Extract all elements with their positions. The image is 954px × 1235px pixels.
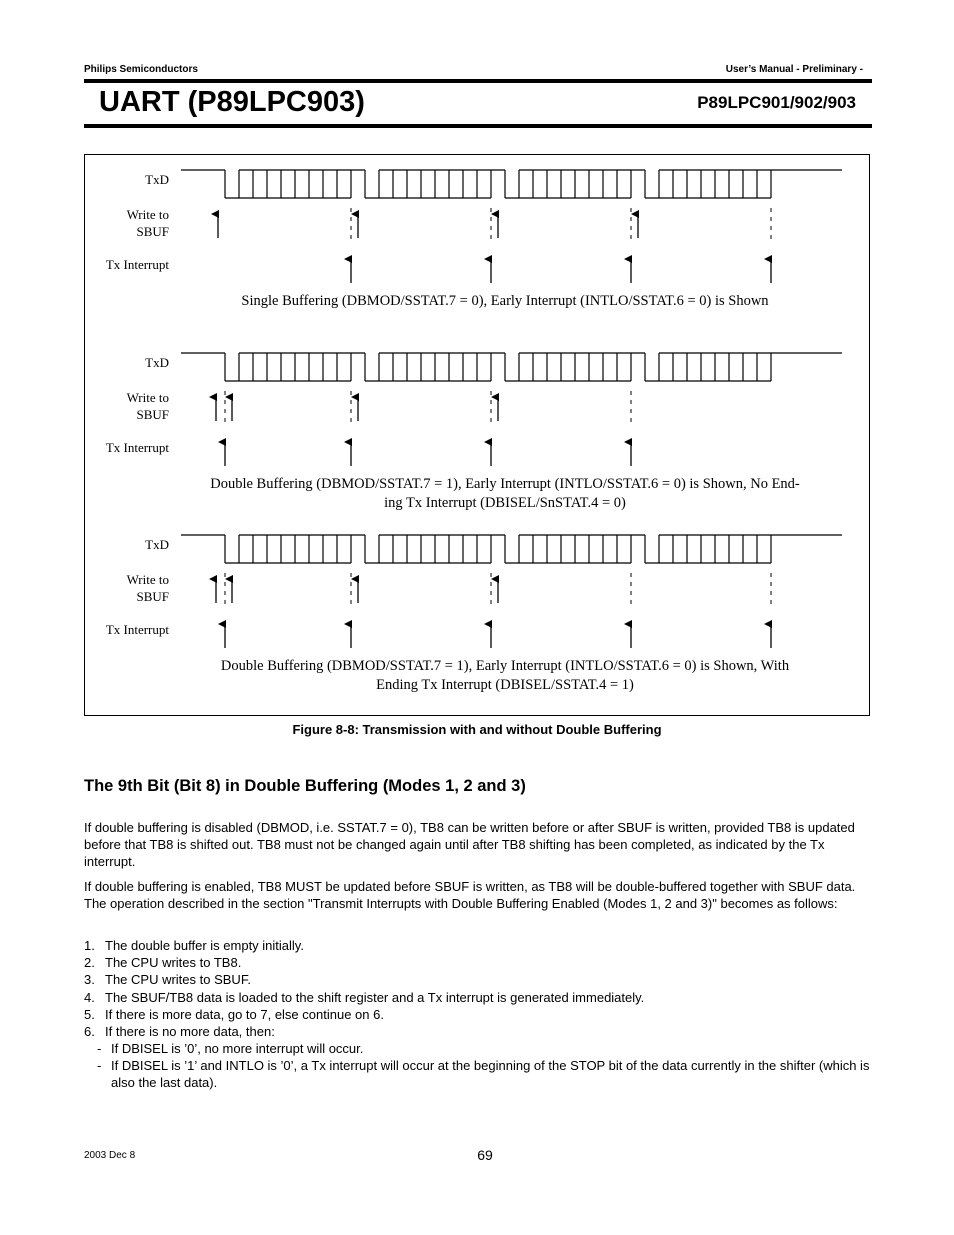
panel-3 xyxy=(106,535,842,693)
list-item: 3. The CPU writes to SBUF. xyxy=(84,972,251,988)
paragraph-single-buffer: If double buffering is disabled (DBMOD, i.e. SSTAT.7 = 0), TB8 can be written before or after SBUF is written, provided TB8 is updated before that TB8 is shifted out. TB8 must not be changed again until after TB8 shifting has been completed, as indicated by the Tx interrupt. xyxy=(84,820,855,869)
list-item: 6. If there is no more data, then: xyxy=(84,1024,275,1040)
list-item: - If DBISEL is ’0’, no more interrupt will occur. xyxy=(97,1041,364,1056)
write-markers xyxy=(216,391,631,427)
footer-date: 2003 Dec 8 xyxy=(84,1150,136,1161)
write-label-line1: Write to xyxy=(126,207,169,222)
list-item: 2. The CPU writes to TB8. xyxy=(84,955,242,971)
manual-status: User’s Manual - Preliminary - xyxy=(725,64,863,75)
page-number: 69 xyxy=(477,1147,493,1163)
txd-frame xyxy=(225,535,365,563)
section-heading: The 9th Bit (Bit 8) in Double Buffering (Modes 1, 2 and 3) xyxy=(84,777,526,795)
company-name: Philips Semiconductors xyxy=(84,64,198,75)
part-numbers: P89LPC901/902/903 xyxy=(697,93,856,112)
timing-diagram xyxy=(85,155,869,715)
figure-caption: Figure 8-8: Transmission with and without Double Buffering xyxy=(292,722,662,737)
panel-2-caption-line-1: Double Buffering (DBMOD/SSTAT.7 = 1), Early Interrupt (INTLO/SSTAT.6 = 0) is Shown, No End- xyxy=(210,476,800,492)
header-rule-bottom xyxy=(84,124,872,128)
txd-frame xyxy=(365,170,505,198)
txd-frame xyxy=(505,535,645,563)
interrupt-markers xyxy=(225,624,771,648)
txd-label: TxD xyxy=(145,355,169,370)
list-item: 4. The SBUF/TB8 data is loaded to the shift register and a Tx interrupt is generated immediately. xyxy=(84,989,645,1005)
txd-frame xyxy=(505,170,645,198)
operation-substeps xyxy=(97,1040,872,1092)
txd-waveform xyxy=(181,170,842,198)
panel-2-caption-line-2: ing Tx Interrupt (DBISEL/SnSTAT.4 = 0) xyxy=(384,495,626,511)
operation-steps xyxy=(84,937,874,1040)
write-label-line1: Write to xyxy=(126,572,169,587)
interrupt-label: Tx Interrupt xyxy=(105,257,169,272)
header-rule-top xyxy=(84,79,872,83)
txd-frame xyxy=(365,353,505,381)
write-label-line2: SBUF xyxy=(136,407,169,422)
panel-2 xyxy=(106,353,842,511)
timing-figure xyxy=(84,154,870,716)
panel-1 xyxy=(106,170,842,309)
write-label-line2: SBUF xyxy=(136,589,169,604)
write-label-line2: SBUF xyxy=(136,224,169,239)
interrupt-markers xyxy=(351,259,771,283)
paragraph-double-buffer: If double buffering is enabled, TB8 MUST be updated before SBUF is written, as TB8 will be double-buffered together with SBUF data. The operation described in the section "Transmit Interrupts with Double Buffering Enabled (Modes 1, 2 and 3)" becomes as follows: xyxy=(84,879,856,911)
interrupt-markers xyxy=(225,442,631,466)
txd-label: TxD xyxy=(145,172,169,187)
txd-frame xyxy=(645,353,842,381)
txd-frame xyxy=(225,353,365,381)
interrupt-label: Tx Interrupt xyxy=(105,440,169,455)
txd-waveform xyxy=(181,535,842,563)
list-item: 1. The double buffer is empty initially. xyxy=(84,938,304,953)
txd-frame xyxy=(505,353,645,381)
interrupt-label: Tx Interrupt xyxy=(105,622,169,637)
txd-frame xyxy=(645,170,842,198)
txd-label: TxD xyxy=(145,537,169,552)
write-markers xyxy=(216,573,771,609)
panel-1-caption-line-1: Single Buffering (DBMOD/SSTAT.7 = 0), Early Interrupt (INTLO/SSTAT.6 = 0) is Shown xyxy=(241,293,769,309)
txd-waveform xyxy=(181,353,842,381)
write-label-line1: Write to xyxy=(126,390,169,405)
panel-3-caption-line-1: Double Buffering (DBMOD/SSTAT.7 = 1), Early Interrupt (INTLO/SSTAT.6 = 0) is Shown, With xyxy=(220,658,790,674)
list-item: 5. If there is more data, go to 7, else continue on 6. xyxy=(84,1006,384,1022)
list-item: - If DBISEL is ’1’ and INTLO is ’0’, a Tx interrupt will occur at the beginning of the STOP bit of the data currently in the shifter (which is also the last data). xyxy=(97,1058,870,1091)
write-markers xyxy=(218,208,771,244)
txd-frame xyxy=(365,535,505,563)
page-title: UART (P89LPC903) xyxy=(99,86,365,118)
txd-frame xyxy=(645,535,842,563)
panel-3-caption-line-2: Ending Tx Interrupt (DBISEL/SSTAT.4 = 1) xyxy=(376,677,634,693)
txd-frame xyxy=(225,170,365,198)
